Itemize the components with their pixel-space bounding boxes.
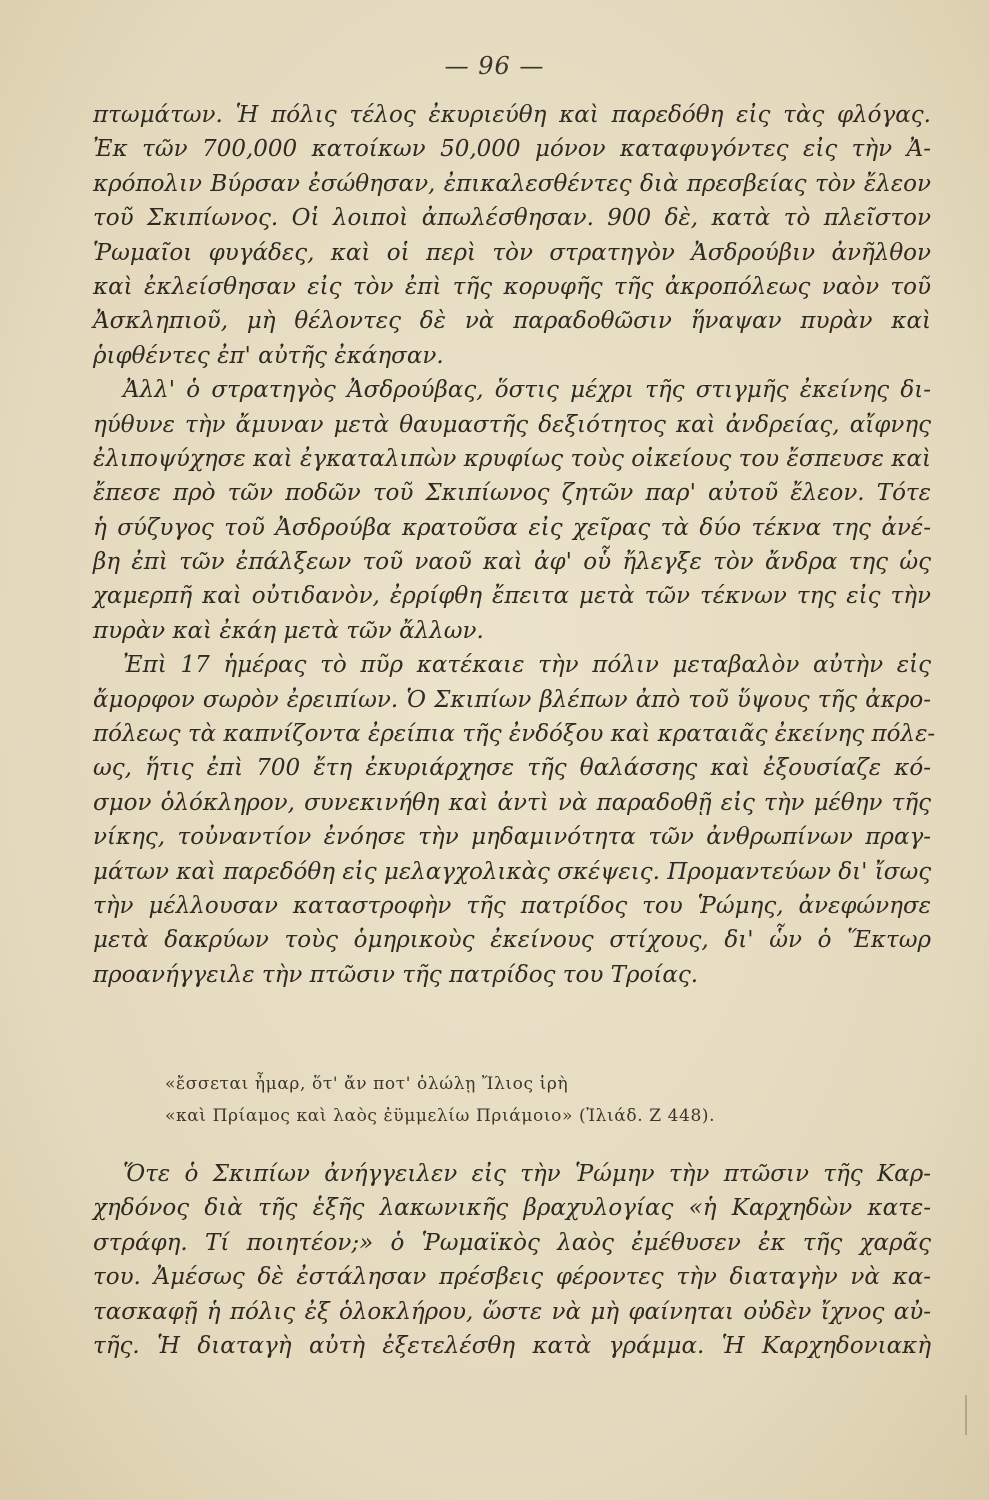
text-line: μετὰ δακρύων τοὺς ὁμηρικοὺς ἐκείνους στίχους, δι' ὧν ὁ Ἕκτωρ bbox=[93, 927, 931, 954]
text-line: σμον ὁλόκληρον, συνεκινήθη καὶ ἀντὶ νὰ παραδοθῇ εἰς τὴν μέθην τῆς bbox=[93, 789, 931, 816]
text-line: καὶ ἐκλείσθησαν εἰς τὸν ἐπὶ τῆς κορυφῆς τῆς ἀκροπόλεως ναὸν τοῦ bbox=[93, 273, 931, 300]
text-line: Ἐκ τῶν 700,000 κατοίκων 50,000 μόνον καταφυγόντες εἰς τὴν Ἀ- bbox=[93, 136, 931, 163]
text-line: τὴν μέλλουσαν καταστροφὴν τῆς πατρίδος του Ῥώμης, ἀνεφώνησε bbox=[93, 892, 931, 919]
text-line: Ὅτε ὁ Σκιπίων ἀνήγγειλεν εἰς τὴν Ῥώμην τὴν πτῶσιν τῆς Καρ- bbox=[123, 1161, 931, 1187]
text-line: νίκης, τοὐναντίον ἐνόησε τὴν μηδαμινότητα τῶν ἀνθρωπίνων πραγ- bbox=[93, 824, 931, 851]
text-line: ἐλιποψύχησε καὶ ἐγκαταλιπὼν κρυφίως τοὺς οἰκείους του ἔσπευσε καὶ bbox=[93, 445, 931, 472]
text-line: πυρὰν καὶ ἐκάη μετὰ τῶν ἄλλων. bbox=[93, 617, 484, 644]
page-edge-mark bbox=[965, 1395, 975, 1435]
text-line: ηύθυνε τὴν ἄμυναν μετὰ θαυμαστῆς δεξιότητος καὶ ἀνδρείας, αἴφνης bbox=[93, 411, 931, 438]
text-line: ως, ἥτις ἐπὶ 700 ἔτη ἐκυριάρχησε τῆς θαλάσσης καὶ ἐξουσίαζε κό- bbox=[93, 755, 931, 782]
text-line: προανήγγειλε τὴν πτῶσιν τῆς πατρίδος του Τροίας. bbox=[93, 961, 699, 988]
text-line: ἔπεσε πρὸ τῶν ποδῶν τοῦ Σκιπίωνος ζητῶν παρ' αὐτοῦ ἔλεον. Τότε bbox=[93, 480, 931, 507]
text-line: ῥιφθέντες ἐπ' αὐτῆς ἐκάησαν. bbox=[93, 342, 444, 369]
text-line: βη ἐπὶ τῶν ἐπάλξεων τοῦ ναοῦ καὶ ἀφ' οὗ ἤλεγξε τὸν ἄνδρα της ὡς bbox=[93, 549, 931, 576]
text-line: Ἐπὶ 17 ἡμέρας τὸ πῦρ κατέκαιε τὴν πόλιν μεταβαλὸν αὐτὴν εἰς bbox=[123, 652, 931, 679]
quote-line: «ἔσσεται ἦμαρ, ὅτ' ἄν ποτ' ὀλώλῃ Ἴλιος ἱρὴ bbox=[165, 1074, 569, 1094]
text-line: πόλεως τὰ καπνίζοντα ἐρείπια τῆς ἐνδόξου καὶ κραταιᾶς ἐκείνης πόλε- bbox=[93, 721, 936, 748]
main-text-block-continued bbox=[93, 1157, 931, 1363]
text-line: Ῥωμαῖοι φυγάδες, καὶ οἱ περὶ τὸν στρατηγὸν Ἀσδρούβιν ἀνῆλθον bbox=[93, 239, 931, 266]
text-line: τοῦ Σκιπίωνος. Οἱ λοιποὶ ἀπωλέσθησαν. 900 δὲ, κατὰ τὸ πλεῖστον bbox=[93, 205, 931, 232]
text-line: ἡ σύζυγος τοῦ Ἀσδρούβα κρατοῦσα εἰς χεῖρας τὰ δύο τέκνα της ἀνέ- bbox=[93, 514, 931, 541]
text-line: χαμερπῆ καὶ οὐτιδανὸν, ἐρρίφθη ἔπειτα μετὰ τῶν τέκνων της εἰς τὴν bbox=[93, 583, 931, 610]
text-line: τῆς. Ἡ διαταγὴ αὐτὴ ἐξετελέσθη κατὰ γράμμα. Ἡ Καρχηδονιακὴ bbox=[93, 1332, 931, 1359]
quote-line: «καὶ Πρίαμος καὶ λαὸς ἐϋμμελίω Πριάμοιο» (Ἰλιάδ. Ζ 448). bbox=[165, 1106, 716, 1126]
text-line: Ἀσκληπιοῦ, μὴ θέλοντες δὲ νὰ παραδοθῶσιν ἥναψαν πυρὰν καὶ bbox=[93, 308, 931, 335]
text-line: τασκαφῇ ἡ πόλις ἐξ ὁλοκλήρου, ὥστε νὰ μὴ φαίνηται οὐδὲν ἴχνος αὐ- bbox=[93, 1298, 931, 1325]
main-text-block bbox=[93, 98, 936, 992]
text-line: ἄμορφον σωρὸν ἐρειπίων. Ὁ Σκιπίων βλέπων ἀπὸ τοῦ ὕψους τῆς ἀκρο- bbox=[93, 686, 931, 713]
homer-quote bbox=[165, 1068, 865, 1132]
text-line: μάτων καὶ παρεδόθη εἰς μελαγχολικὰς σκέψεις. Προμαντεύων δι' ἴσως bbox=[93, 858, 932, 885]
text-line: κρόπολιν Βύρσαν ἐσώθησαν, ἐπικαλεσθέντες διὰ πρεσβείας τὸν ἔλεον bbox=[93, 170, 931, 197]
page-number: — 96 — bbox=[444, 52, 545, 80]
text-line: πτωμάτων. Ἡ πόλις τέλος ἐκυριεύθη καὶ παρεδόθη εἰς τὰς φλόγας. bbox=[93, 102, 931, 128]
text-line: του. Ἀμέσως δὲ ἐστάλησαν πρέσβεις φέροντες τὴν διαταγὴν νὰ κα- bbox=[93, 1264, 931, 1291]
text-line: στράφη. Τί ποιητέον;» ὁ Ῥωμαϊκὸς λαὸς ἐμέθυσεν ἐκ τῆς χαρᾶς bbox=[93, 1229, 931, 1256]
text-line: Ἀλλ' ὁ στρατηγὸς Ἀσδρούβας, ὅστις μέχρι τῆς στιγμῆς ἐκείνης δι- bbox=[123, 377, 931, 404]
text-line: χηδόνος διὰ τῆς ἑξῆς λακωνικῆς βραχυλογίας «ἡ Καρχηδὼν κατε- bbox=[93, 1195, 931, 1222]
